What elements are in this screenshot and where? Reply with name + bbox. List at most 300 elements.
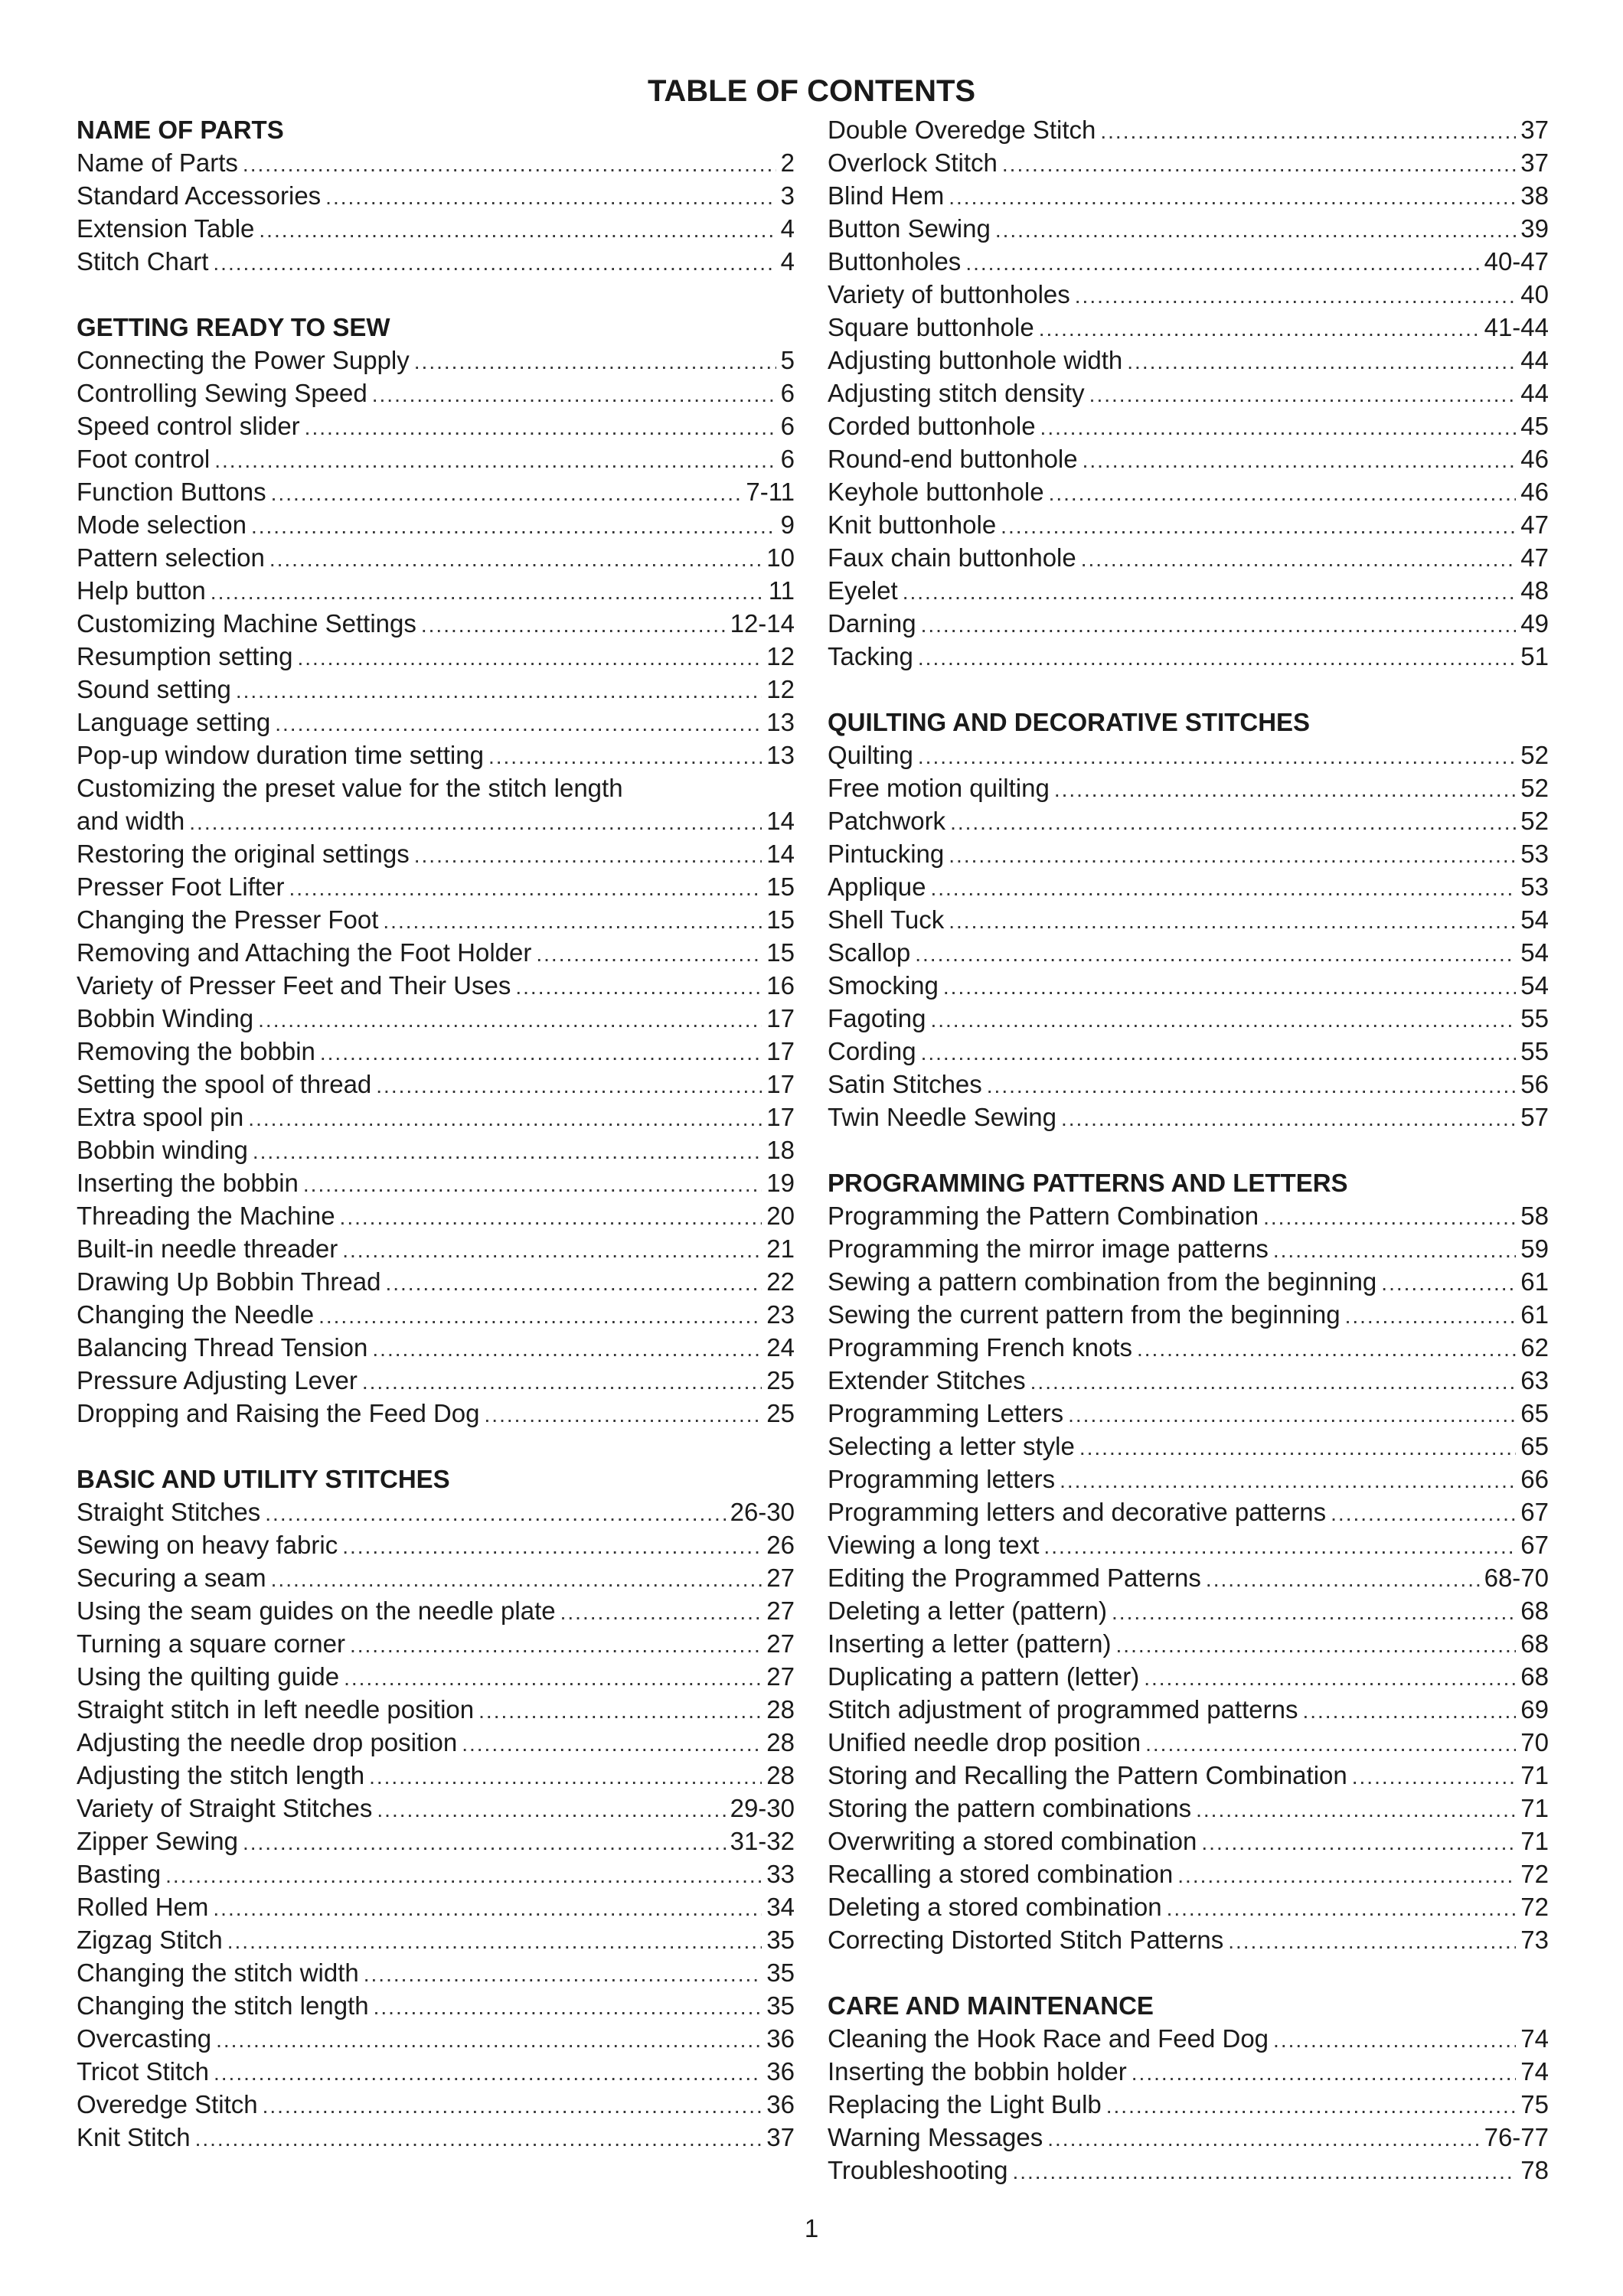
dot-leader (253, 1135, 762, 1166)
toc-entry-page: 68 (1520, 1629, 1549, 1658)
toc-entry-label: Stitch Chart (77, 247, 209, 276)
toc-entry-page: 44 (1520, 346, 1549, 374)
toc-entry-label: Programming French knots (828, 1333, 1132, 1362)
dot-leader (1039, 312, 1480, 344)
toc-entry[interactable] (77, 344, 795, 377)
toc-entry[interactable] (828, 1101, 1549, 1133)
dot-leader (342, 1530, 762, 1561)
toc-entry-label: Customizing the preset value for the stitch length (77, 774, 623, 802)
toc-entry[interactable] (77, 607, 795, 640)
dot-leader (344, 1662, 762, 1693)
toc-entry-label: Programming Letters (828, 1399, 1064, 1427)
toc-entry[interactable] (77, 706, 795, 739)
dot-leader (921, 1036, 1517, 1068)
toc-entry[interactable] (77, 1232, 795, 1265)
toc-entry-page: 71 (1520, 1794, 1549, 1822)
toc-entry-label: Double Overedge Stitch (828, 116, 1096, 144)
toc-entry-label: Cording (828, 1037, 916, 1065)
toc-entry-label: Buttonholes (828, 247, 962, 276)
dot-leader (216, 2024, 762, 2055)
dot-leader (236, 674, 762, 706)
toc-entry-label: Editing the Programmed Patterns (828, 1564, 1201, 1592)
toc-entry[interactable] (77, 2022, 795, 2055)
toc-entry-page: 4 (780, 247, 795, 276)
toc-entry[interactable] (77, 1364, 795, 1397)
toc-entry-label: Overcasting (77, 2024, 212, 2053)
toc-entry[interactable] (828, 2121, 1549, 2154)
toc-entry[interactable] (828, 1660, 1549, 1693)
dot-leader (1177, 1859, 1516, 1890)
toc-entry[interactable] (828, 442, 1549, 475)
toc-entry-page: 25 (766, 1366, 795, 1394)
toc-entry-label: Variety of buttonholes (828, 280, 1070, 308)
toc-entry-label: Speed control slider (77, 412, 300, 440)
dot-leader (243, 148, 776, 179)
toc-entry-label: Built-in needle threader (77, 1234, 338, 1263)
toc-entry[interactable] (828, 1035, 1549, 1068)
dot-leader (1206, 1563, 1480, 1594)
toc-entry[interactable] (828, 1594, 1549, 1627)
toc-entry[interactable] (77, 1101, 795, 1133)
toc-entry[interactable] (77, 1035, 795, 1068)
toc-entry-label: Straight Stitches (77, 1498, 261, 1526)
toc-entry[interactable] (828, 377, 1549, 409)
toc-entry-label: Inserting the bobbin (77, 1169, 299, 1197)
toc-entry[interactable] (77, 1792, 795, 1825)
toc-entry-page: 62 (1520, 1333, 1549, 1362)
toc-entry[interactable] (77, 640, 795, 673)
toc-entry-label: Replacing the Light Bulb (828, 2090, 1102, 2118)
dot-leader (318, 1300, 762, 1331)
toc-entry[interactable] (828, 311, 1549, 344)
dot-leader (1083, 444, 1517, 475)
toc-entry-label: Unified needle drop position (828, 1728, 1141, 1756)
toc-entry[interactable] (77, 1989, 795, 2022)
toc-entry[interactable] (77, 1627, 795, 1660)
toc-entry[interactable] (828, 2088, 1549, 2121)
toc-entry[interactable] (828, 409, 1549, 442)
toc-entry[interactable] (77, 1561, 795, 1594)
toc-entry[interactable] (828, 1068, 1549, 1101)
toc-entry-page: 6 (780, 445, 795, 473)
toc-entry[interactable] (77, 673, 795, 706)
dot-leader (1144, 1662, 1516, 1693)
toc-entry[interactable] (828, 1199, 1549, 1232)
toc-entry[interactable] (77, 508, 795, 541)
dot-leader (1145, 1727, 1516, 1759)
toc-entry-page: 31-32 (730, 1827, 795, 1855)
dot-leader (1060, 1464, 1516, 1495)
toc-entry[interactable] (828, 1463, 1549, 1495)
toc-entry-page: 17 (766, 1070, 795, 1098)
toc-entry-label: Deleting a letter (pattern) (828, 1596, 1108, 1625)
toc-entry-page: 69 (1520, 1695, 1549, 1724)
toc-entry[interactable] (828, 278, 1549, 311)
toc-entry-page: 72 (1520, 1893, 1549, 1921)
toc-entry-page: 58 (1520, 1202, 1549, 1230)
toc-entry-page: 68-70 (1484, 1564, 1549, 1592)
toc-entry-label: Adjusting buttonhole width (828, 346, 1123, 374)
toc-entry-label: Eyelet (828, 576, 898, 605)
toc-entry[interactable] (77, 1528, 795, 1561)
toc-entry[interactable] (828, 1331, 1549, 1364)
dot-leader (1081, 543, 1517, 574)
toc-entry[interactable] (77, 1857, 795, 1890)
toc-entry[interactable] (828, 969, 1549, 1002)
toc-entry-page: 76-77 (1484, 2123, 1549, 2151)
toc-entry-label: Changing the Presser Foot (77, 905, 379, 934)
toc-entry-label: Overedge Stitch (77, 2090, 258, 2118)
toc-entry[interactable] (828, 113, 1549, 146)
toc-entry-page: 16 (766, 971, 795, 1000)
toc-entry[interactable] (77, 541, 795, 574)
toc-entry-label: Using the quilting guide (77, 1662, 340, 1691)
toc-entry-page: 13 (766, 708, 795, 736)
page-number: 1 (804, 2214, 819, 2242)
toc-entry-page: 10 (766, 543, 795, 572)
toc-entry-label: Quilting (828, 741, 913, 769)
toc-entry-page: 15 (766, 872, 795, 901)
dot-leader (369, 1760, 762, 1792)
toc-entry-page: 28 (766, 1695, 795, 1724)
toc-entry[interactable] (77, 1133, 795, 1166)
toc-entry-page: 2 (780, 148, 795, 177)
toc-entry[interactable] (77, 475, 795, 508)
toc-entry[interactable] (77, 179, 795, 212)
toc-entry-label: Changing the stitch width (77, 1958, 359, 1987)
toc-entry[interactable] (828, 146, 1549, 179)
toc-left-column (77, 113, 795, 2187)
toc-entry-label: Keyhole buttonhole (828, 478, 1044, 506)
toc-entry[interactable] (828, 212, 1549, 245)
toc-entry-page: 35 (766, 1991, 795, 2020)
dot-leader (1201, 1826, 1516, 1857)
toc-entry[interactable] (77, 1825, 795, 1857)
toc-entry[interactable] (77, 739, 795, 771)
dot-leader (1127, 345, 1516, 377)
toc-entry[interactable] (77, 245, 795, 278)
toc-entry[interactable] (828, 574, 1549, 607)
toc-entry[interactable] (828, 2022, 1549, 2055)
toc-entry[interactable] (77, 2055, 795, 2088)
toc-entry[interactable] (77, 2121, 795, 2154)
toc-entry-page: 75 (1520, 2090, 1549, 2118)
toc-entry-label: Cleaning the Hook Race and Feed Dog (828, 2024, 1269, 2053)
toc-entry[interactable] (77, 1890, 795, 1923)
toc-entry-label: Button Sewing (828, 214, 991, 243)
dot-leader (342, 1234, 762, 1265)
dot-leader (227, 1925, 763, 1956)
dot-leader (362, 1365, 762, 1397)
toc-entry-label: Changing the stitch length (77, 1991, 369, 2020)
dot-leader (1302, 1694, 1516, 1726)
dot-leader (462, 1727, 762, 1759)
toc-entry[interactable] (828, 245, 1549, 278)
toc-entry-page: 35 (766, 1958, 795, 1987)
toc-entry-label: Knit Stitch (77, 2123, 191, 2151)
toc-entry[interactable] (828, 1890, 1549, 1923)
toc-entry-page: 27 (766, 1662, 795, 1691)
toc-entry-label: Satin Stitches (828, 1070, 982, 1098)
dot-leader (271, 1563, 763, 1594)
toc-entry[interactable] (828, 508, 1549, 541)
toc-entry-page: 33 (766, 1860, 795, 1888)
toc-entry[interactable] (77, 804, 795, 837)
dot-leader (1137, 1332, 1516, 1364)
toc-entry[interactable] (828, 607, 1549, 640)
toc-entry[interactable] (828, 2055, 1549, 2088)
toc-entry[interactable] (828, 1857, 1549, 1890)
dot-leader (515, 970, 762, 1002)
dot-leader (165, 1859, 762, 1890)
toc-entry[interactable] (828, 1002, 1549, 1035)
toc-entry-page: 40 (1520, 280, 1549, 308)
dot-leader (414, 839, 763, 870)
toc-entry-page: 71 (1520, 1761, 1549, 1789)
dot-leader (950, 806, 1516, 837)
toc-entry[interactable] (828, 1561, 1549, 1594)
toc-entry[interactable] (828, 1265, 1549, 1298)
toc-entry-page: 65 (1520, 1432, 1549, 1460)
toc-entry[interactable] (828, 179, 1549, 212)
toc-entry-label: Zigzag Stitch (77, 1926, 223, 1954)
dot-leader (325, 181, 776, 212)
dot-leader (1116, 1629, 1517, 1660)
dot-leader (1331, 1497, 1516, 1528)
toc-entry[interactable] (77, 870, 795, 903)
toc-entry[interactable] (828, 1825, 1549, 1857)
dot-leader (949, 905, 1516, 936)
toc-entry[interactable] (77, 1726, 795, 1759)
toc-entry-label: Selecting a letter style (828, 1432, 1075, 1460)
dot-leader (949, 839, 1516, 870)
toc-entry-label: Variety of Presser Feet and Their Uses (77, 971, 511, 1000)
toc-entry[interactable] (828, 1792, 1549, 1825)
toc-entry[interactable] (77, 903, 795, 936)
toc-entry-label: Using the seam guides on the needle plate (77, 1596, 556, 1625)
dot-leader (211, 576, 764, 607)
toc-entry[interactable] (828, 739, 1549, 771)
toc-entry[interactable] (828, 2154, 1549, 2187)
toc-entry-page: 36 (766, 2090, 795, 2118)
toc-entry[interactable] (77, 377, 795, 409)
dot-leader (536, 938, 762, 969)
toc-entry[interactable] (828, 1627, 1549, 1660)
toc-entry-page: 67 (1520, 1498, 1549, 1526)
toc-entry[interactable] (77, 1660, 795, 1693)
toc-entry-page: 37 (1520, 148, 1549, 177)
toc-entry-page: 37 (766, 2123, 795, 2151)
toc-entry-label: Warning Messages (828, 2123, 1043, 2151)
toc-section-name-of-parts (77, 113, 795, 278)
toc-entry-page: 72 (1520, 1860, 1549, 1888)
toc-entry[interactable] (77, 1397, 795, 1430)
toc-entry[interactable] (77, 212, 795, 245)
toc-entry[interactable] (828, 1298, 1549, 1331)
toc-entry-page: 74 (1520, 2024, 1549, 2053)
toc-entry[interactable] (828, 1495, 1549, 1528)
toc-entry[interactable] (828, 837, 1549, 870)
toc-entry-page: 28 (766, 1728, 795, 1756)
toc-entry-page: 55 (1520, 1037, 1549, 1065)
toc-entry-page: 36 (766, 2057, 795, 2086)
toc-entry-label: Shell Tuck (828, 905, 945, 934)
toc-entry[interactable] (77, 1594, 795, 1627)
toc-entry[interactable] (828, 870, 1549, 903)
toc-entry-page: 12 (766, 675, 795, 703)
toc-entry[interactable] (77, 1956, 795, 1989)
dot-leader (1196, 1793, 1516, 1825)
toc-entry-page: 23 (766, 1300, 795, 1329)
dot-leader (214, 444, 776, 475)
dot-leader (1030, 1365, 1517, 1397)
dot-leader (1273, 2024, 1516, 2055)
dot-leader (918, 740, 1516, 771)
toc-entry[interactable] (828, 804, 1549, 837)
toc-entry-page: 9 (780, 510, 795, 539)
toc-entry[interactable] (828, 1759, 1549, 1792)
toc-entry-page: 54 (1520, 938, 1549, 967)
toc-entry[interactable] (77, 936, 795, 969)
toc-entry-label: Controlling Sewing Speed (77, 379, 367, 407)
toc-entry[interactable] (77, 1759, 795, 1792)
toc-entry[interactable] (77, 1199, 795, 1232)
toc-entry-label: Restoring the original settings (77, 840, 410, 868)
toc-entry-page: 37 (1520, 116, 1549, 144)
toc-entry[interactable] (77, 442, 795, 475)
toc-entry-label: Smocking (828, 971, 939, 1000)
toc-entry-label: Dropping and Raising the Feed Dog (77, 1399, 480, 1427)
toc-entry[interactable] (77, 409, 795, 442)
dot-leader (943, 970, 1516, 1002)
toc-entry-label: Foot control (77, 445, 211, 473)
toc-entry-page: 40-47 (1484, 247, 1549, 276)
dot-leader (1228, 1925, 1516, 1956)
dot-leader (1040, 411, 1517, 442)
toc-entry[interactable] (77, 1068, 795, 1101)
toc-entry[interactable] (77, 1693, 795, 1726)
toc-entry-page: 18 (766, 1136, 795, 1164)
toc-entry-page: 68 (1520, 1662, 1549, 1691)
toc-entry[interactable] (77, 574, 795, 607)
toc-entry-page: 35 (766, 1926, 795, 1954)
dot-leader (364, 1958, 763, 1989)
toc-entry[interactable] (77, 1331, 795, 1364)
toc-entry-page: 15 (766, 905, 795, 934)
toc-entry[interactable] (77, 1002, 795, 1035)
dot-leader (269, 543, 762, 574)
toc-entry[interactable] (828, 1528, 1549, 1561)
toc-section-quilting-and-decorative-stitches (828, 706, 1549, 1133)
dot-leader (995, 214, 1516, 245)
toc-entry-page: 13 (766, 741, 795, 769)
toc-entry-page: 27 (766, 1564, 795, 1592)
toc-entry-label: Standard Accessories (77, 181, 322, 210)
toc-entry[interactable] (828, 1726, 1549, 1759)
toc-entry[interactable] (828, 903, 1549, 936)
dot-leader (297, 641, 762, 673)
toc-entry[interactable] (828, 1232, 1549, 1265)
toc-entry-label: Pintucking (828, 840, 945, 868)
toc-entry-label: Patchwork (828, 807, 946, 835)
toc-entry-label: Connecting the Power Supply (77, 346, 410, 374)
dot-leader (289, 872, 762, 903)
toc-entry-label: Changing the Needle (77, 1300, 315, 1329)
toc-entry-page: 59 (1520, 1234, 1549, 1263)
toc-entry-page: 19 (766, 1169, 795, 1197)
toc-entry[interactable] (77, 1923, 795, 1956)
toc-entry-label: Sewing on heavy fabric (77, 1531, 338, 1559)
toc-entry-label: Correcting Distorted Stitch Patterns (828, 1926, 1224, 1954)
toc-entry[interactable] (77, 1298, 795, 1331)
toc-entry-page: 47 (1520, 510, 1549, 539)
toc-entry-page: 73 (1520, 1926, 1549, 1954)
toc-entry[interactable] (77, 1166, 795, 1199)
toc-entry-page: 34 (766, 1893, 795, 1921)
toc-entry[interactable] (828, 640, 1549, 673)
dot-leader (1352, 1760, 1517, 1792)
toc-entry-page: 74 (1520, 2057, 1549, 2086)
toc-entry-label: Scallop (828, 938, 911, 967)
toc-entry[interactable] (77, 1265, 795, 1298)
toc-entry-label: Bobbin Winding (77, 1004, 254, 1032)
toc-entry-page: 65 (1520, 1399, 1549, 1427)
dot-leader (1263, 1201, 1516, 1232)
toc-entry[interactable] (828, 1430, 1549, 1463)
toc-entry[interactable] (77, 969, 795, 1002)
toc-right-column (828, 113, 1549, 2219)
toc-entry[interactable] (828, 1364, 1549, 1397)
toc-entry-page: 46 (1520, 478, 1549, 506)
dot-leader (189, 806, 762, 837)
toc-entry-page: 45 (1520, 412, 1549, 440)
toc-entry-page: 3 (780, 181, 795, 210)
toc-entry-page: 26 (766, 1531, 795, 1559)
toc-entry-label: Sewing the current pattern from the beginning (828, 1300, 1341, 1329)
toc-entry-label: Language setting (77, 708, 271, 736)
dot-leader (414, 345, 776, 377)
toc-entry-label: Function Buttons (77, 478, 266, 506)
toc-entry[interactable] (77, 2088, 795, 2121)
toc-entry[interactable] (77, 146, 795, 179)
toc-entry[interactable] (828, 541, 1549, 574)
toc-entry[interactable] (828, 475, 1549, 508)
toc-entry-page: 67 (1520, 1531, 1549, 1559)
toc-entry-label: Sewing a pattern combination from the beginning (828, 1267, 1377, 1296)
dot-leader (1345, 1300, 1517, 1331)
dot-leader (1049, 477, 1517, 508)
toc-entry[interactable] (77, 771, 795, 804)
toc-entry[interactable] (828, 1923, 1549, 1956)
dot-leader (921, 608, 1517, 640)
toc-entry-page: 48 (1520, 576, 1549, 605)
toc-entry[interactable] (828, 1693, 1549, 1726)
toc-section-continued (828, 113, 1549, 673)
toc-entry[interactable] (828, 1397, 1549, 1430)
toc-entry-page: 54 (1520, 905, 1549, 934)
section-heading: GETTING READY TO SEW (77, 313, 390, 341)
dot-leader (1273, 1234, 1516, 1265)
dot-leader (275, 707, 762, 739)
toc-entry[interactable] (828, 771, 1549, 804)
toc-entry-label: Storing the pattern combinations (828, 1794, 1192, 1822)
toc-entry-page: 47 (1520, 543, 1549, 572)
toc-entry[interactable] (77, 1495, 795, 1528)
toc-entry[interactable] (828, 344, 1549, 377)
toc-entry-label: Presser Foot Lifter (77, 872, 285, 901)
toc-entry[interactable] (77, 837, 795, 870)
toc-entry[interactable] (828, 936, 1549, 969)
